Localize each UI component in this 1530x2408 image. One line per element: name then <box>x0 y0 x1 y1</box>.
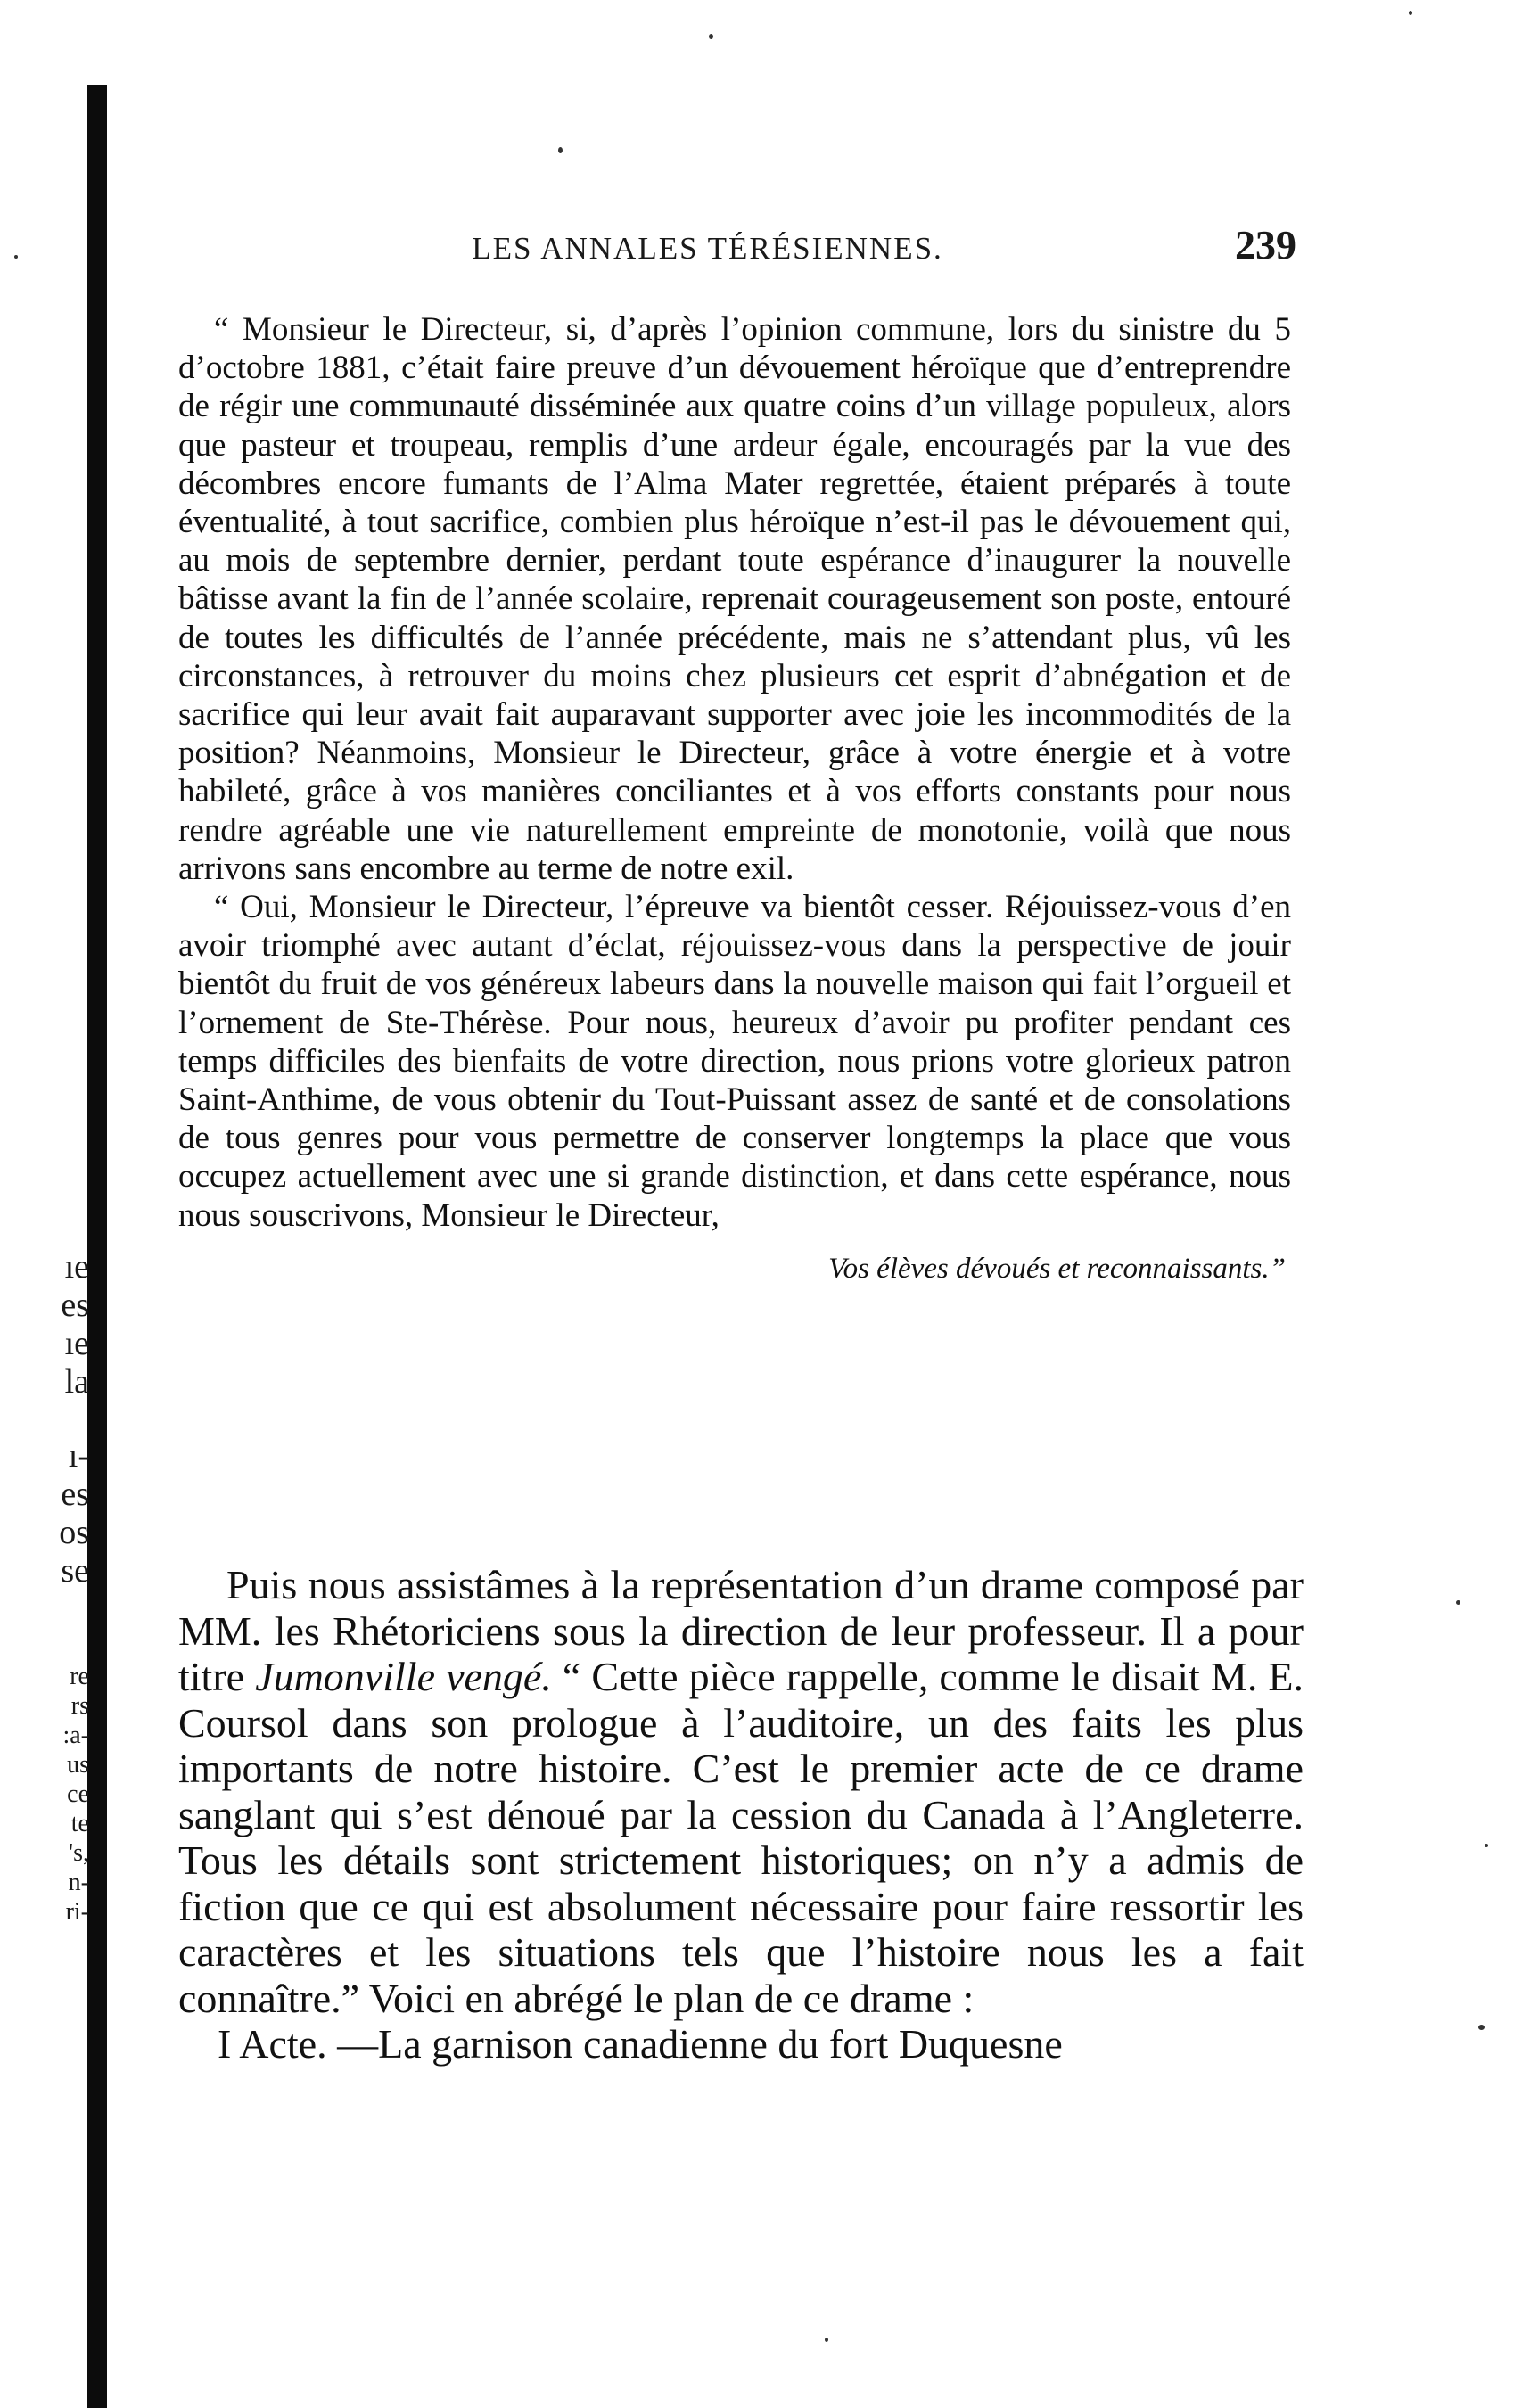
letter-signature: Vos élèves dévoués et reconnaissants.” <box>828 1252 1286 1285</box>
play-title: Jumonville vengé. <box>255 1654 552 1699</box>
margin-fragment: ıe <box>64 1325 89 1362</box>
margin-fragment: ce <box>67 1780 89 1808</box>
body-paragraph <box>178 1562 1304 2021</box>
margin-fragment: rs <box>70 1692 89 1720</box>
margin-fragment: 's, <box>69 1839 89 1867</box>
quoted-letter <box>178 310 1291 1292</box>
body-text <box>178 1562 1304 2067</box>
margin-fragment: es <box>61 1475 89 1513</box>
body-text-run: Puis nous assistâmes à la représentation d’un drame composé par MM. les Rhétoriciens sous la direction de leur professeur. Il a pour titre <box>178 1562 1304 1699</box>
margin-fragment: :a- <box>62 1722 89 1749</box>
margin-fragment: ri- <box>65 1898 89 1926</box>
margin-fragment: la <box>64 1363 89 1401</box>
adjacent-page-margin-fragments <box>50 1248 89 1927</box>
margin-fragment: os <box>59 1514 89 1551</box>
body-text-run: “ Cette pièce rappelle, comme le disait M. E. Coursol dans son prologue à l’auditoire, un des faits les plus importants de notre histoire. C’est le premier acte de ce drame sanglant qui s’est dénoué par la cession du Canada à l’Angleterre. Tous les détails sont strictement historiques; on n’y a admis de fiction que ce qui est absolument nécessaire pour faire ressortir les caractères et les situations tels que l’histoire nous les a fait connaître.” Voici en abrégé le plan de ce drame : <box>178 1654 1304 2021</box>
margin-fragment: ı- <box>68 1437 89 1475</box>
margin-fragment: se <box>61 1552 89 1590</box>
margin-fragment: ıe <box>64 1248 89 1286</box>
margin-fragment: n- <box>68 1869 89 1896</box>
letter-paragraph: “ Oui, Monsieur le Directeur, l’épreuve va bientôt cesser. Réjouissez-vous d’en avoir triomphé avec autant d’éclat, réjouissez-vous dans la perspective de jouir bientôt du fruit de vos généreux labeurs dans la nouvelle maison qui fait l’orgueil et l’ornement de Ste-Thérèse. Pour nous, heureux d’avoir pu profiter pendant ces temps difficiles des bienfaits de votre direction, nous prions votre glorieux patron Saint-Anthime, de vous obtenir du Tout-Puissant assez de santé et de consolations de tous genres pour vous permettre de conserver longtemps la place que vous occupez actuellement avec une si grande distinction, et dans cette espérance, nous nous souscrivons, Monsieur le Directeur, <box>178 889 1291 1234</box>
margin-fragment: es <box>61 1286 89 1324</box>
margin-fragment: us <box>67 1751 89 1779</box>
margin-fragment: te <box>70 1810 89 1837</box>
act-one-line: I Acte. —La garnison canadienne du fort Duquesne <box>218 2021 1063 2067</box>
margin-fragment: re <box>70 1663 89 1690</box>
letter-paragraph: “ Monsieur le Directeur, si, d’après l’opinion commune, lors du sinistre du 5 d’octobre 1881, c’était faire preuve d’un dévouement héroïque que d’entreprendre de régir une communauté disséminée aux quatre coins d’un village populeux, alors que pasteur et troupeau, remplis d’une ardeur égale, encouragés par la vue des décombres encore fumants de l’Alma Mater regrettée, étaient préparés à toute éventualité, à tout sacrifice, combien plus héroïque n’est-il pas le dévouement qui, au mois de septembre dernier, perdant toute espérance d’inaugurer la nouvelle bâtisse avant la fin de l’année scolaire, reprenait courageusement son poste, entouré de toutes les difficultés de l’année précédente, mais ne s’attendant plus, vû les circonstances, à retrouver du moins chez plusieurs cet esprit d’abnégation et de sacrifice qui leur avait fait auparavant supporter avec joie les incommodités de la position? Néanmoins, Monsieur le Directeur, grâce à votre énergie et à votre habileté, grâce à vos manières conciliantes et à vos efforts constants pour nous rendre agréable une vie naturellement empreinte de monotonie, voilà que nous arrivons sans encombre au terme de notre exil. <box>178 311 1291 887</box>
page-number: 239 <box>1235 222 1296 267</box>
page-header <box>180 221 1296 275</box>
running-title: LES ANNALES TÉRÉSIENNES. <box>472 231 943 266</box>
binding-gutter-rule <box>87 85 107 2408</box>
